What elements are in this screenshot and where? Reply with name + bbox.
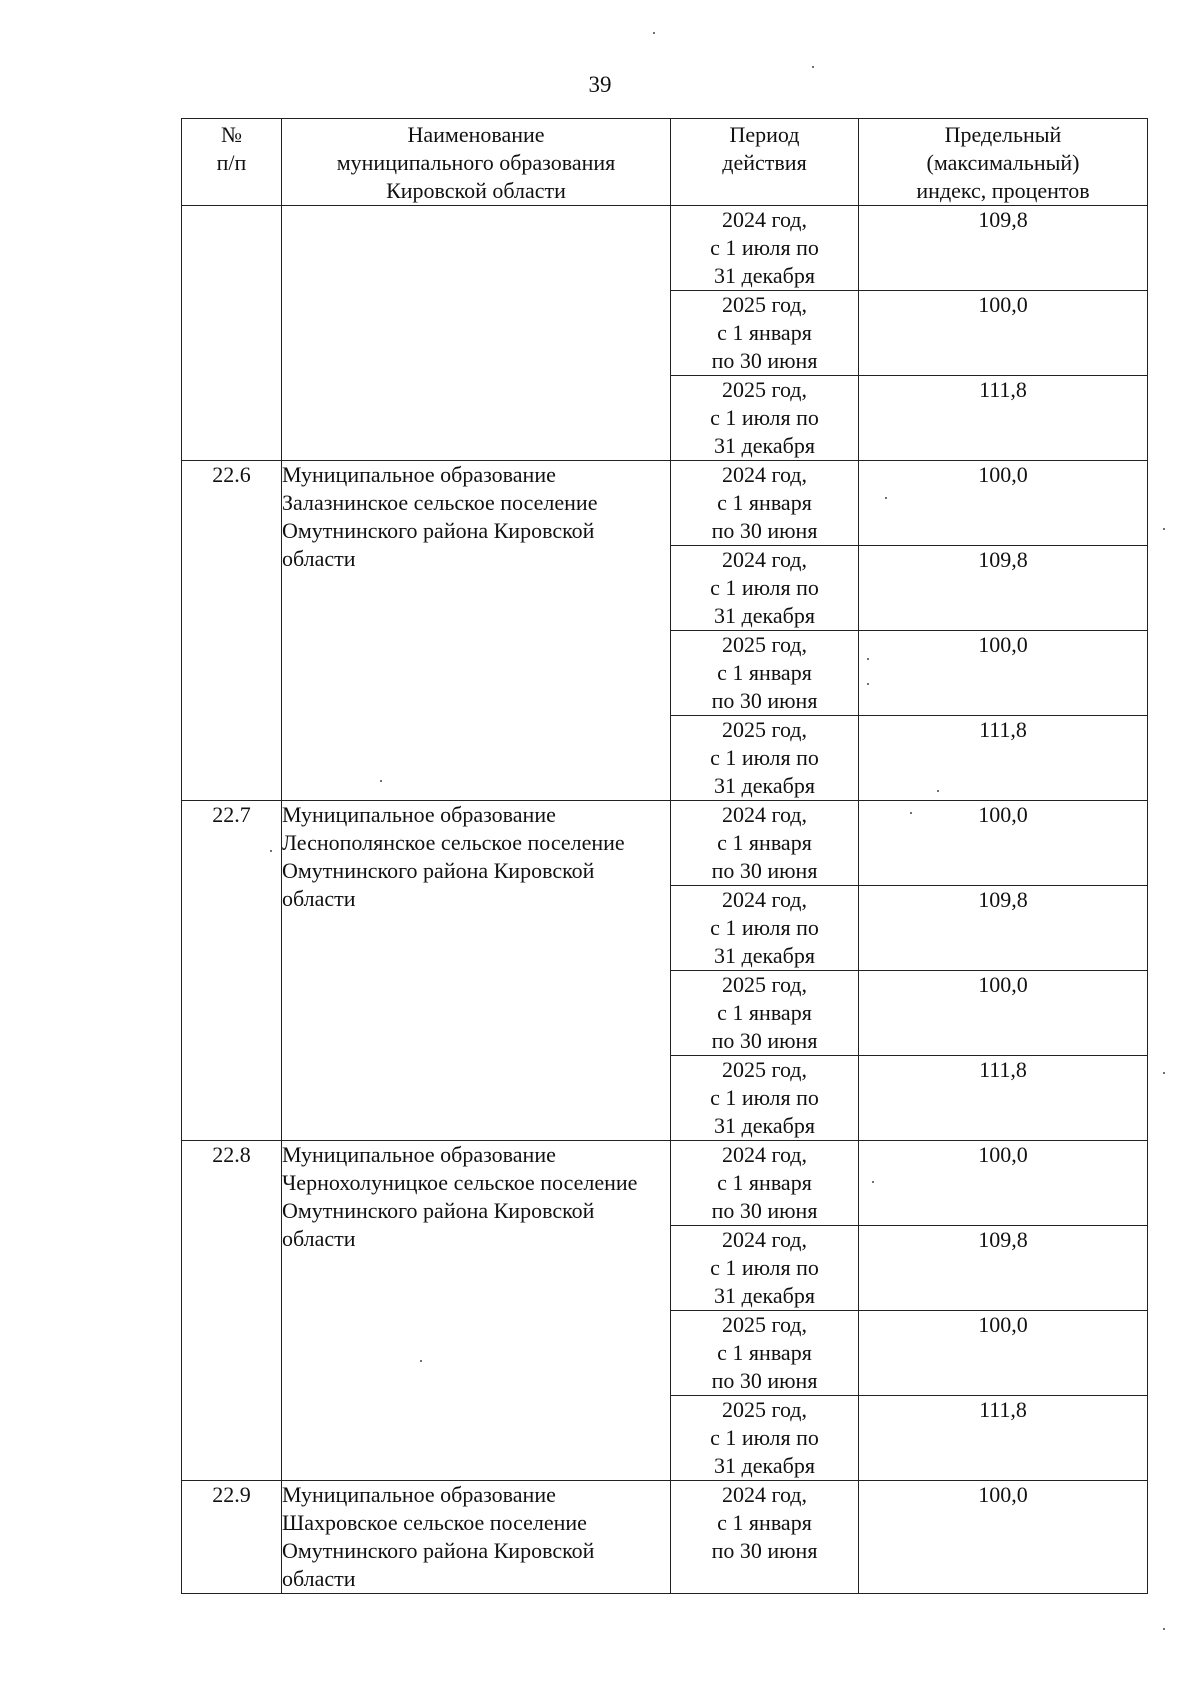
period-line: 31 декабря <box>714 1283 815 1308</box>
scan-speck <box>885 497 887 499</box>
index-value: 111,8 <box>859 716 1148 801</box>
period-cell <box>671 971 859 1056</box>
period-line: 2024 год, <box>721 802 808 827</box>
period-cell <box>671 461 859 546</box>
header-period-line: действия <box>722 150 807 175</box>
header-index <box>859 119 1148 206</box>
period-line: 2025 год, <box>721 632 808 657</box>
period-line: 2025 год, <box>721 292 808 317</box>
period-line: 2025 год, <box>721 1312 808 1337</box>
period-line: с 1 июля по <box>710 1085 819 1110</box>
index-value: 100,0 <box>859 631 1148 716</box>
period-line: с 1 января <box>717 660 812 685</box>
period-line: с 1 июля по <box>710 235 819 260</box>
period-line: с 1 января <box>717 1510 812 1535</box>
header-name <box>282 119 671 206</box>
period-line: 2024 год, <box>721 207 808 232</box>
period-line: по 30 июня <box>711 858 818 883</box>
period-cell <box>671 886 859 971</box>
period-line: 2024 год, <box>721 1142 808 1167</box>
period-line: 2025 год, <box>721 717 808 742</box>
header-name-line: Кировской области <box>386 178 566 203</box>
period-line: 31 декабря <box>714 773 815 798</box>
index-value: 100,0 <box>859 1311 1148 1396</box>
municipality-name: Муниципальное образование Чернохолуницкое сельское поселение Омутнинского района Кировской области <box>282 1141 671 1481</box>
index-value: 109,8 <box>859 206 1148 291</box>
period-line: 2025 год, <box>721 377 808 402</box>
header-index-line: (максимальный) <box>926 150 1080 175</box>
table-row <box>182 1141 1148 1226</box>
header-num <box>182 119 282 206</box>
period-line: 2025 год, <box>721 1057 808 1082</box>
period-line: с 1 января <box>717 1170 812 1195</box>
period-cell <box>671 1056 859 1141</box>
table-row <box>182 1481 1148 1594</box>
period-cell <box>671 546 859 631</box>
index-value: 111,8 <box>859 376 1148 461</box>
period-cell <box>671 716 859 801</box>
index-value: 111,8 <box>859 1396 1148 1481</box>
scan-speck <box>1163 1072 1165 1074</box>
period-line: 2024 год, <box>721 1482 808 1507</box>
header-index-line: Предельный <box>944 122 1062 147</box>
row-number: 22.9 <box>182 1481 282 1594</box>
header-index-line: индекс, процентов <box>916 178 1090 203</box>
period-line: 2024 год, <box>721 1227 808 1252</box>
index-value: 100,0 <box>859 1481 1148 1594</box>
table-header-row <box>182 119 1148 206</box>
period-line: по 30 июня <box>711 518 818 543</box>
municipality-name: Муниципальное образование Леснополянское сельское поселение Омутнинского района Кировской области <box>282 801 671 1141</box>
period-line: 2025 год, <box>721 1397 808 1422</box>
header-name-line: Наименование <box>407 122 545 147</box>
scan-speck <box>420 1360 422 1362</box>
period-line: с 1 июля по <box>710 575 819 600</box>
period-line: по 30 июня <box>711 1028 818 1053</box>
period-line: 31 декабря <box>714 1453 815 1478</box>
scan-speck <box>937 790 939 792</box>
period-line: с 1 января <box>717 1340 812 1365</box>
header-name-line: муниципального образования <box>336 150 616 175</box>
period-line: с 1 июля по <box>710 1255 819 1280</box>
period-line: по 30 июня <box>711 1368 818 1393</box>
period-line: 2024 год, <box>721 887 808 912</box>
period-cell <box>671 1481 859 1594</box>
index-value: 100,0 <box>859 461 1148 546</box>
period-line: 2024 год, <box>721 462 808 487</box>
table-row <box>182 801 1148 886</box>
period-line: с 1 июля по <box>710 915 819 940</box>
table-body <box>182 206 1148 1594</box>
period-line: 31 декабря <box>714 263 815 288</box>
scan-speck <box>910 812 912 814</box>
municipality-name: Муниципальное образование Залазнинское сельское поселение Омутнинского района Кировской области <box>282 461 671 801</box>
period-cell <box>671 376 859 461</box>
municipality-name <box>282 206 671 461</box>
period-line: с 1 июля по <box>710 1425 819 1450</box>
scan-speck <box>1163 1628 1165 1630</box>
period-line: 31 декабря <box>714 603 815 628</box>
scan-speck <box>872 1181 874 1183</box>
period-line: 31 декабря <box>714 943 815 968</box>
index-value: 100,0 <box>859 971 1148 1056</box>
period-cell <box>671 801 859 886</box>
header-num-line: п/п <box>216 150 247 175</box>
scan-speck <box>653 32 655 34</box>
period-line: 31 декабря <box>714 1113 815 1138</box>
row-number: 22.7 <box>182 801 282 1141</box>
period-cell <box>671 1141 859 1226</box>
page-number: 39 <box>588 72 612 97</box>
period-line: по 30 июня <box>711 688 818 713</box>
row-number <box>182 206 282 461</box>
period-line: с 1 января <box>717 830 812 855</box>
period-line: с 1 июля по <box>710 405 819 430</box>
scan-speck <box>867 683 869 685</box>
tariff-index-table <box>181 118 1148 1594</box>
scan-speck <box>812 66 814 68</box>
period-line: по 30 июня <box>711 1198 818 1223</box>
period-line: с 1 января <box>717 1000 812 1025</box>
index-value: 109,8 <box>859 546 1148 631</box>
period-line: 31 декабря <box>714 433 815 458</box>
period-cell <box>671 291 859 376</box>
table-row <box>182 461 1148 546</box>
header-period-line: Период <box>729 122 800 147</box>
period-line: по 30 июня <box>711 348 818 373</box>
index-value: 111,8 <box>859 1056 1148 1141</box>
period-line: с 1 января <box>717 490 812 515</box>
period-line: по 30 июня <box>711 1538 818 1563</box>
index-value: 109,8 <box>859 886 1148 971</box>
index-value: 109,8 <box>859 1226 1148 1311</box>
municipality-name: Муниципальное образование Шахровское сельское поселение Омутнинского района Кировской области <box>282 1481 671 1594</box>
period-cell <box>671 206 859 291</box>
index-value: 100,0 <box>859 291 1148 376</box>
header-num-line: № <box>221 122 242 147</box>
period-line: с 1 января <box>717 320 812 345</box>
period-line: с 1 июля по <box>710 745 819 770</box>
scan-speck <box>270 850 272 852</box>
period-cell <box>671 1396 859 1481</box>
period-cell <box>671 1226 859 1311</box>
index-value: 100,0 <box>859 801 1148 886</box>
scan-speck <box>867 658 869 660</box>
period-cell <box>671 1311 859 1396</box>
period-line: 2025 год, <box>721 972 808 997</box>
table-row <box>182 206 1148 291</box>
row-number: 22.6 <box>182 461 282 801</box>
scan-speck <box>380 780 382 782</box>
scan-speck <box>1163 528 1165 530</box>
period-line: 2024 год, <box>721 547 808 572</box>
row-number: 22.8 <box>182 1141 282 1481</box>
header-period <box>671 119 859 206</box>
index-value: 100,0 <box>859 1141 1148 1226</box>
period-cell <box>671 631 859 716</box>
